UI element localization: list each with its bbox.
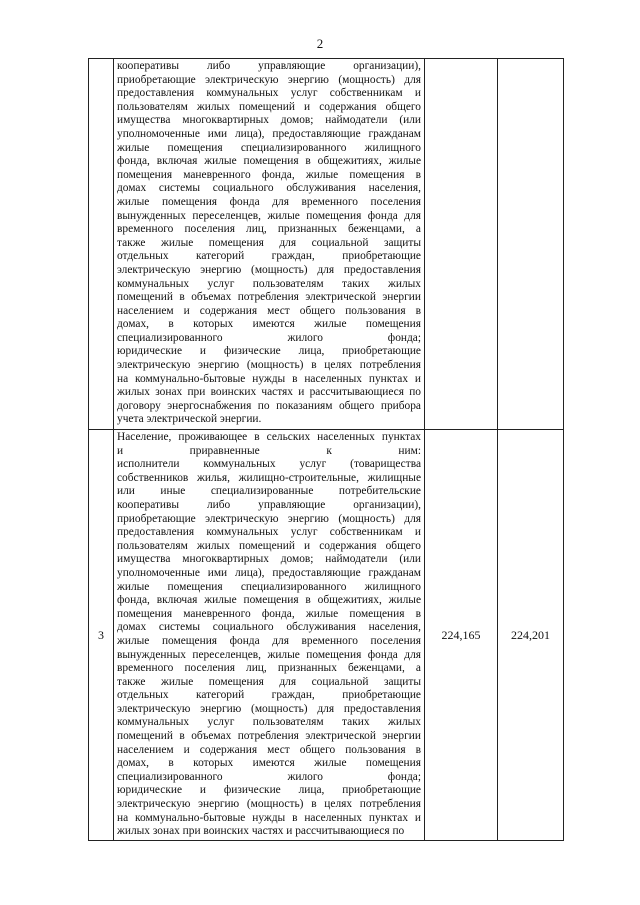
row-description-cell xyxy=(114,59,425,430)
description-line: уполномоченные ими лица), предоставляющие гражданам xyxy=(117,127,421,140)
description-line: населением и содержания мест общего пользования в xyxy=(117,743,421,756)
description-line: кооперативы либо управляющие организации), xyxy=(117,60,421,72)
description-line: электрическую энергию (мощность) в целях потребления xyxy=(117,359,421,372)
description-line: собственников жилья, жилищно-строительные, жилищные xyxy=(117,471,421,484)
tariff-value-second-half xyxy=(498,59,564,430)
description-line: пользователям жилых помещений и содержания общего xyxy=(117,100,421,113)
description-line: домах системы социального обслуживания населения, xyxy=(117,182,421,195)
description-line: вынужденных переселенцев, жилые помещения фонда для xyxy=(117,209,421,222)
description-line: имущества многоквартирных домов; наймодатели (или xyxy=(117,553,421,566)
table-row xyxy=(89,59,564,430)
description-line: и приравненные к ним: xyxy=(117,444,421,457)
description-line: вынужденных переселенцев, жилые помещения фонда для xyxy=(117,648,421,661)
description-line: специализированного жилого фонда; xyxy=(117,770,421,783)
description-line: населением и содержания мест общего пользования в xyxy=(117,304,421,317)
description-line: коммунальных услуг пользователям таких жилых xyxy=(117,716,421,729)
description-line: приобретающие электрическую энергию (мощность) для xyxy=(117,73,421,86)
description-line: на коммунально-бытовые нужды в населенных пунктах и xyxy=(117,372,421,385)
row-number-cell: 3 xyxy=(89,430,114,841)
description-line: временного поселения лиц, признанных беженцами, а xyxy=(117,223,421,236)
description-line: фонда, включая жилые помещения в общежитиях, жилые xyxy=(117,594,421,607)
tariff-value-first-half xyxy=(425,59,498,430)
description-line: жилые помещения специализированного жилищного xyxy=(117,580,421,593)
description-line: фонда, включая жилые помещения в общежитиях, жилые xyxy=(117,155,421,168)
description-line: специализированного жилого фонда; xyxy=(117,331,421,344)
tariff-table xyxy=(88,58,564,841)
description-line: договору энергоснабжения по показаниям общего прибора xyxy=(117,399,421,412)
description-line: отдельных категорий граждан, приобретающие xyxy=(117,689,421,702)
description-line: электрическую энергию (мощность) в целях потребления xyxy=(117,798,421,811)
description-line: исполнители коммунальных услуг (товарищества xyxy=(117,458,421,471)
description-line: предоставления коммунальных услуг собственникам и xyxy=(117,87,421,100)
row-description xyxy=(114,59,424,428)
description-line: помещений в объемах потребления электрической энергии xyxy=(117,291,421,304)
description-line: помещений в объемах потребления электрической энергии xyxy=(117,730,421,743)
description-line: домах, в которых имеются жилые помещения xyxy=(117,318,421,331)
description-line: жилых зонах при воинских частях и рассчитывающиеся по xyxy=(117,825,405,838)
description-line: домах системы социального обслуживания населения, xyxy=(117,621,421,634)
description-line: юридические и физические лица, приобретающие xyxy=(117,345,421,358)
description-line: жилых зонах при воинских частях и рассчитывающиеся по xyxy=(117,386,421,399)
row-number-cell xyxy=(89,59,114,430)
description-line: юридические и физические лица, приобретающие xyxy=(117,784,421,797)
row-description-cell xyxy=(114,430,425,841)
description-line: электрическую энергию (мощность) для предоставления xyxy=(117,702,421,715)
description-line: приобретающие электрическую энергию (мощность) для xyxy=(117,512,421,525)
description-line: помещения маневренного фонда, жилые помещения в xyxy=(117,607,421,620)
description-line: временного поселения лиц, признанных беженцами, а xyxy=(117,662,421,675)
table-row xyxy=(89,430,564,841)
tariff-value-second-half: 224,201 xyxy=(498,430,564,841)
page-number: 2 xyxy=(316,36,324,51)
description-line: предоставления коммунальных услуг собственникам и xyxy=(117,526,421,539)
description-line: помещения маневренного фонда, жилые помещения в xyxy=(117,168,421,181)
description-line: Население, проживающее в сельских населенных пунктах xyxy=(117,431,421,443)
description-line: уполномоченные ими лица), предоставляющие гражданам xyxy=(117,566,421,579)
row-description xyxy=(114,430,424,840)
description-line: отдельных категорий граждан, приобретающие xyxy=(117,250,421,263)
description-line: электрическую энергию (мощность) для предоставления xyxy=(117,263,421,276)
tariff-value-first-half: 224,165 xyxy=(425,430,498,841)
description-line: коммунальных услуг пользователям таких жилых xyxy=(117,277,421,290)
description-line: также жилые помещения для социальной защиты xyxy=(117,236,421,249)
description-line: пользователям жилых помещений и содержания общего xyxy=(117,539,421,552)
description-line: имущества многоквартирных домов; наймодатели (или xyxy=(117,114,421,127)
description-line: домах, в которых имеются жилые помещения xyxy=(117,757,421,770)
description-line: или иные специализированные потребительские xyxy=(117,485,421,498)
description-line: жилые помещения специализированного жилищного xyxy=(117,141,421,154)
description-line: жилые помещения фонда для временного поселения xyxy=(117,634,421,647)
description-line: учета электрической энергии. xyxy=(117,413,262,426)
description-line: жилые помещения фонда для временного поселения xyxy=(117,195,421,208)
description-line: также жилые помещения для социальной защиты xyxy=(117,675,421,688)
description-line: на коммунально-бытовые нужды в населенных пунктах и xyxy=(117,811,421,824)
description-line: кооперативы либо управляющие организации), xyxy=(117,498,421,511)
